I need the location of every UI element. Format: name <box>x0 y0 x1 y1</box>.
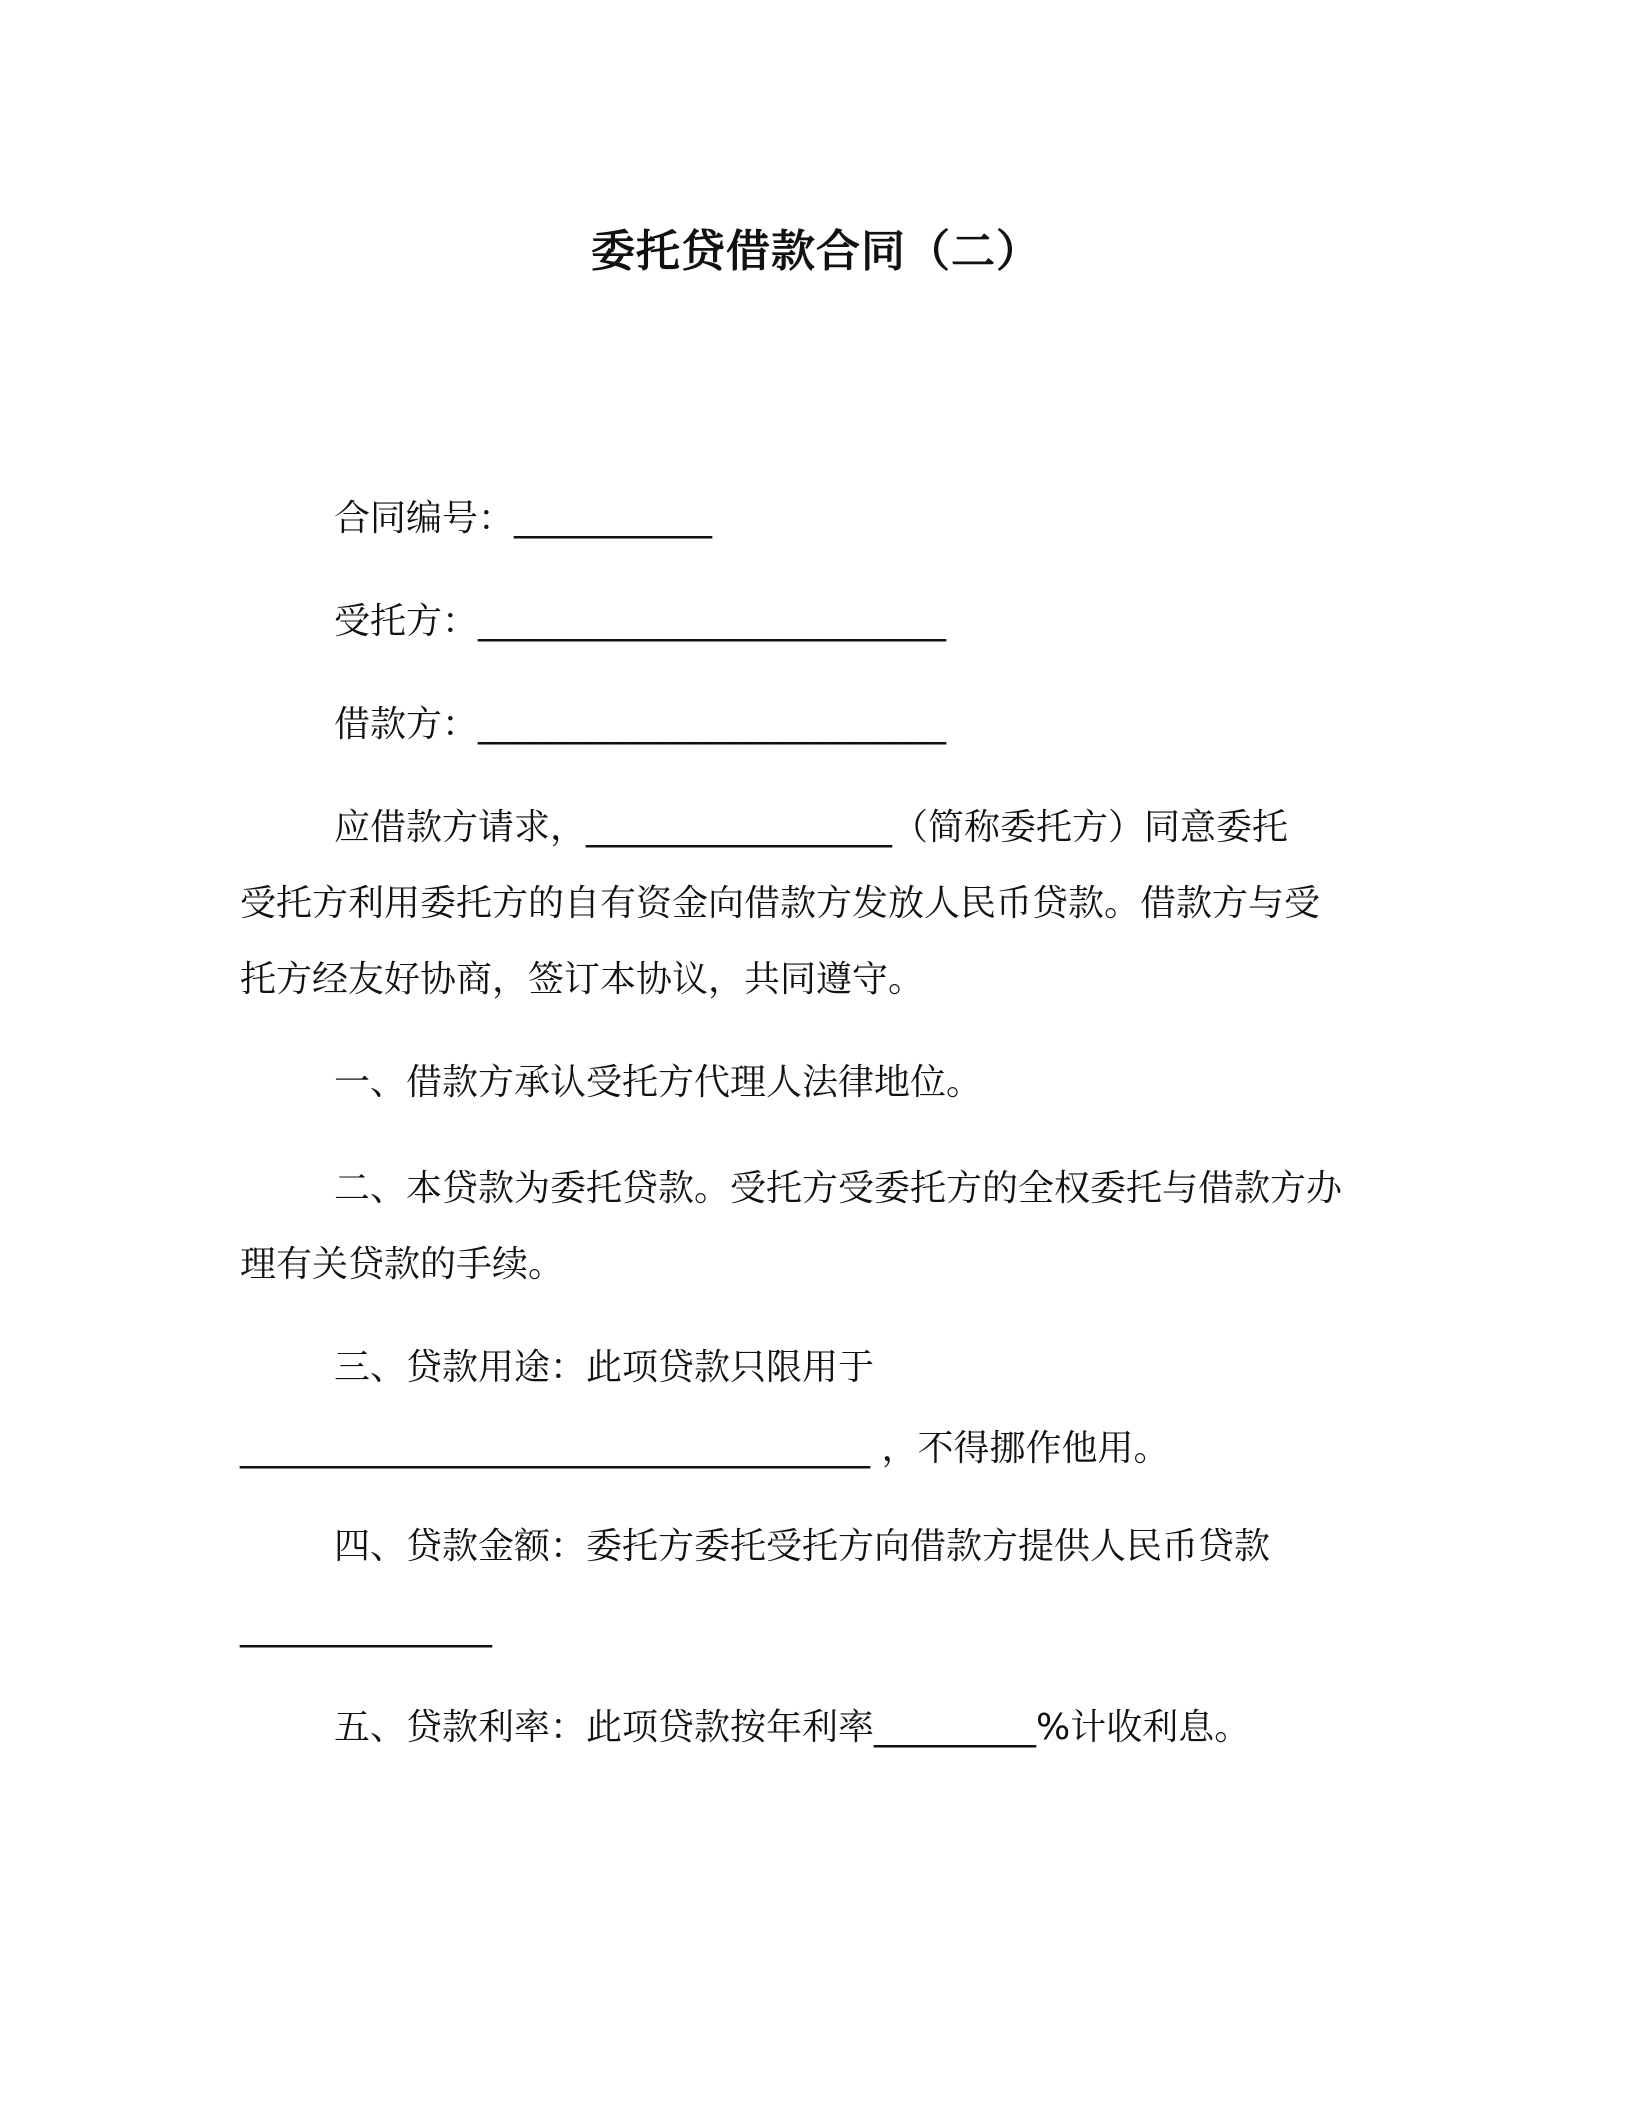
clause-2-line-1: 二、本贷款为委托贷款。受托方受委托方的全权委托与借款方办 <box>334 1168 1343 1209</box>
contract-number-field: 合同编号：___________ <box>334 498 713 539</box>
document-title: 委托贷借款合同（二） <box>591 226 1041 277</box>
borrower-field: 借款方：__________________________ <box>334 704 947 745</box>
clause-4-line-1: 四、贷款金额：委托方委托受托方向借款方提供人民币贷款 <box>334 1526 1271 1567</box>
clause-5: 五、贷款利率：此项贷款按年利率_________%计收利息。 <box>334 1707 1251 1748</box>
preamble-line-2: 受托方利用委托方的自有资金向借款方发放人民币贷款。借款方与受 <box>240 883 1321 924</box>
clause-4-line-2: ______________ <box>240 1607 492 1648</box>
clause-2-line-2: 理有关贷款的手续。 <box>240 1244 565 1285</box>
preamble-line-1: 应借款方请求，_________________（简称委托方）同意委托 <box>334 807 1289 848</box>
trustee-field: 受托方：__________________________ <box>334 601 947 642</box>
clause-1: 一、借款方承认受托方代理人法律地位。 <box>334 1062 983 1103</box>
preamble-line-3: 托方经友好协商，签订本协议，共同遵守。 <box>240 959 925 1000</box>
clause-3-line-2: ___________________________________ ，不得挪作他用。 <box>240 1428 1170 1469</box>
clause-3-line-1: 三、贷款用途：此项贷款只限用于 <box>334 1347 875 1388</box>
